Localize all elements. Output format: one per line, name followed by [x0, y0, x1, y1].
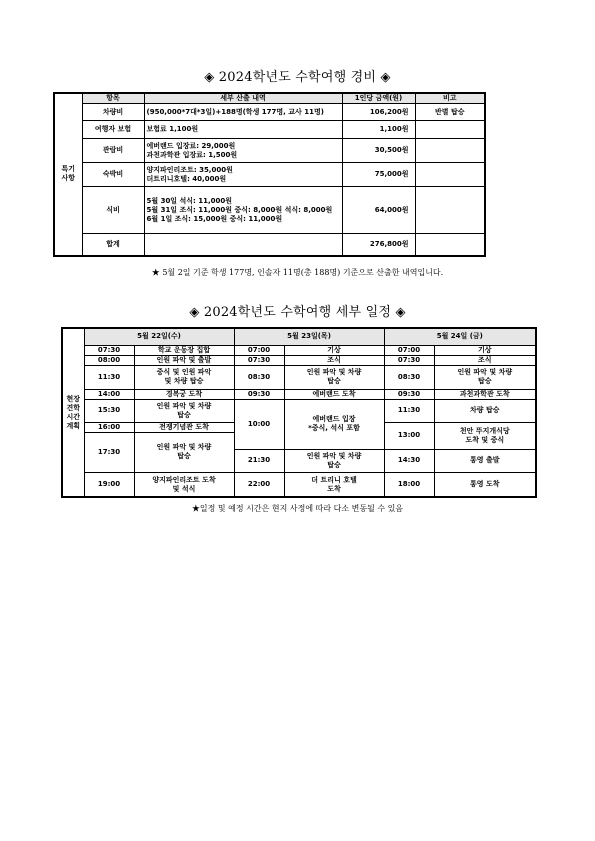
schedule-row — [62, 389, 536, 399]
day3-event: 인원 파악 및 차량 탑승 — [434, 365, 536, 389]
budget-item: 식비 — [82, 187, 144, 234]
day3-time: 13:00 — [384, 422, 434, 449]
day2-time: 22:00 — [234, 472, 284, 497]
budget-amount: 106,200원 — [342, 104, 415, 121]
budget-item: 차량비 — [82, 104, 144, 121]
day1-time: 15:30 — [84, 399, 134, 422]
schedule-row — [62, 355, 536, 365]
day2-time: 10:00 — [234, 399, 284, 449]
day3-time: 14:30 — [384, 449, 434, 472]
budget-note: 반별 탑승 — [415, 104, 485, 121]
budget-amount: 30,500원 — [342, 139, 415, 163]
day1-event: 인원 파악 및 출발 — [134, 355, 234, 365]
day2-event: 인원 파악 및 차량 탑승 — [284, 365, 384, 389]
day1-time: 14:00 — [84, 389, 134, 399]
budget-header-note: 비고 — [415, 93, 485, 104]
day2-event: 더 트리니 호텔 도착 — [284, 472, 384, 497]
budget-detail: 에버랜드 입장료: 29,000원 과천과학관 입장료: 1,500원 — [144, 139, 342, 163]
budget-amount: 64,000원 — [342, 187, 415, 234]
day3-time: 08:30 — [384, 365, 434, 389]
budget-note — [415, 187, 485, 234]
budget-row — [54, 187, 485, 234]
budget-row — [54, 104, 485, 121]
day1-time: 16:00 — [84, 422, 134, 432]
day2-time: 07:30 — [234, 355, 284, 365]
day3-event: 통영 출발 — [434, 449, 536, 472]
day3-time: 11:30 — [384, 399, 434, 422]
day3-event: 기상 — [434, 345, 536, 355]
day1-event: 경복궁 도착 — [134, 389, 234, 399]
day2-event: 에버랜드 입장 *중식, 석식 포함 — [284, 399, 384, 449]
budget-header-amount: 1인당 금액(원) — [342, 93, 415, 104]
budget-item: 여행자 보험 — [82, 121, 144, 139]
schedule-footnote: ★일정 및 예정 시간은 현지 사정에 따라 다소 변동될 수 있음 — [191, 504, 404, 513]
day3-time: 07:30 — [384, 355, 434, 365]
day3-event: 차량 탑승 — [434, 399, 536, 422]
day2-time: 09:30 — [234, 389, 284, 399]
day3-event: 통영 도착 — [434, 472, 536, 497]
budget-side-label: 특기 사항 — [54, 93, 82, 256]
budget-total-note — [415, 234, 485, 256]
budget-table — [53, 92, 486, 257]
schedule-header-row — [62, 328, 536, 345]
day1-event: 전쟁기념관 도착 — [134, 422, 234, 432]
day2-time: 07:00 — [234, 345, 284, 355]
budget-amount: 75,000원 — [342, 163, 415, 187]
budget-header-detail: 세부 산출 내역 — [144, 93, 342, 104]
budget-item: 숙박비 — [82, 163, 144, 187]
budget-detail: (950,000*7대*3일)+188명(학생 177명, 교사 11명) — [144, 104, 342, 121]
budget-detail: 보험료 1,100원 — [144, 121, 342, 139]
budget-row — [54, 121, 485, 139]
schedule-side-label: 현장 견학 시간 계획 — [62, 328, 84, 497]
schedule-table — [61, 327, 537, 498]
day3-event: 조식 — [434, 355, 536, 365]
budget-total-detail — [144, 234, 342, 256]
budget-note — [415, 121, 485, 139]
budget-header-row — [54, 93, 485, 104]
budget-footnote: ★ 5월 2일 기준 학생 177명, 인솔자 11명(총 188명) 기준으로 산출한 내역입니다. — [151, 268, 444, 277]
day2-event: 기상 — [284, 345, 384, 355]
schedule-row — [62, 345, 536, 355]
budget-row — [54, 163, 485, 187]
budget-header-item: 항목 — [82, 93, 144, 104]
day1-time: 11:30 — [84, 365, 134, 389]
day1-time: 19:00 — [84, 472, 134, 497]
day2-event: 인원 파악 및 차량 탑승 — [284, 449, 384, 472]
schedule-day-header: 5월 24일 (금) — [384, 328, 536, 345]
budget-amount: 1,100원 — [342, 121, 415, 139]
budget-total-amount: 276,800원 — [342, 234, 415, 256]
day1-event: 양지파인리조트 도착 및 석식 — [134, 472, 234, 497]
day1-event: 중식 및 인원 파악 및 차량 탑승 — [134, 365, 234, 389]
day1-time: 17:30 — [84, 432, 134, 472]
schedule-row — [62, 472, 536, 497]
budget-item: 관람비 — [82, 139, 144, 163]
day2-time: 21:30 — [234, 449, 284, 472]
schedule-title: ◈ 2024학년도 수학여행 세부 일정 ◈ — [189, 305, 406, 320]
budget-total-row — [54, 234, 485, 256]
budget-detail: 양지파인리조트: 35,000원 더트리니호텔: 40,000원 — [144, 163, 342, 187]
day3-time: 18:00 — [384, 472, 434, 497]
budget-title: ◈ 2024학년도 수학여행 경비 ◈ — [204, 70, 391, 85]
day1-event: 인원 파악 및 차량 탑승 — [134, 432, 234, 472]
schedule-row — [62, 399, 536, 413]
budget-row — [54, 139, 485, 163]
schedule-day-header: 5월 23일(목) — [234, 328, 384, 345]
day1-time: 07:30 — [84, 345, 134, 355]
budget-note — [415, 163, 485, 187]
budget-note — [415, 139, 485, 163]
day2-event: 조식 — [284, 355, 384, 365]
day1-time: 08:00 — [84, 355, 134, 365]
budget-detail: 5월 30일 석식: 11,000원 5월 31일 조식: 11,000원 중식: 8,000원 석식: 8,000원 6월 1일 조식: 15,000원 중식: 11,000원 — [144, 187, 342, 234]
day2-event: 에버랜드 도착 — [284, 389, 384, 399]
day2-time: 08:30 — [234, 365, 284, 389]
day3-event: 천안 뚜지개식당 도착 및 중식 — [434, 422, 536, 449]
schedule-day-header: 5월 22일(수) — [84, 328, 234, 345]
day3-event: 과천과학관 도착 — [434, 389, 536, 399]
day3-time: 09:30 — [384, 389, 434, 399]
day1-event: 학교 운동장 집합 — [134, 345, 234, 355]
budget-total-label: 합계 — [82, 234, 144, 256]
day3-time: 07:00 — [384, 345, 434, 355]
schedule-row — [62, 365, 536, 389]
day1-event: 인원 파악 및 차량 탑승 — [134, 399, 234, 422]
